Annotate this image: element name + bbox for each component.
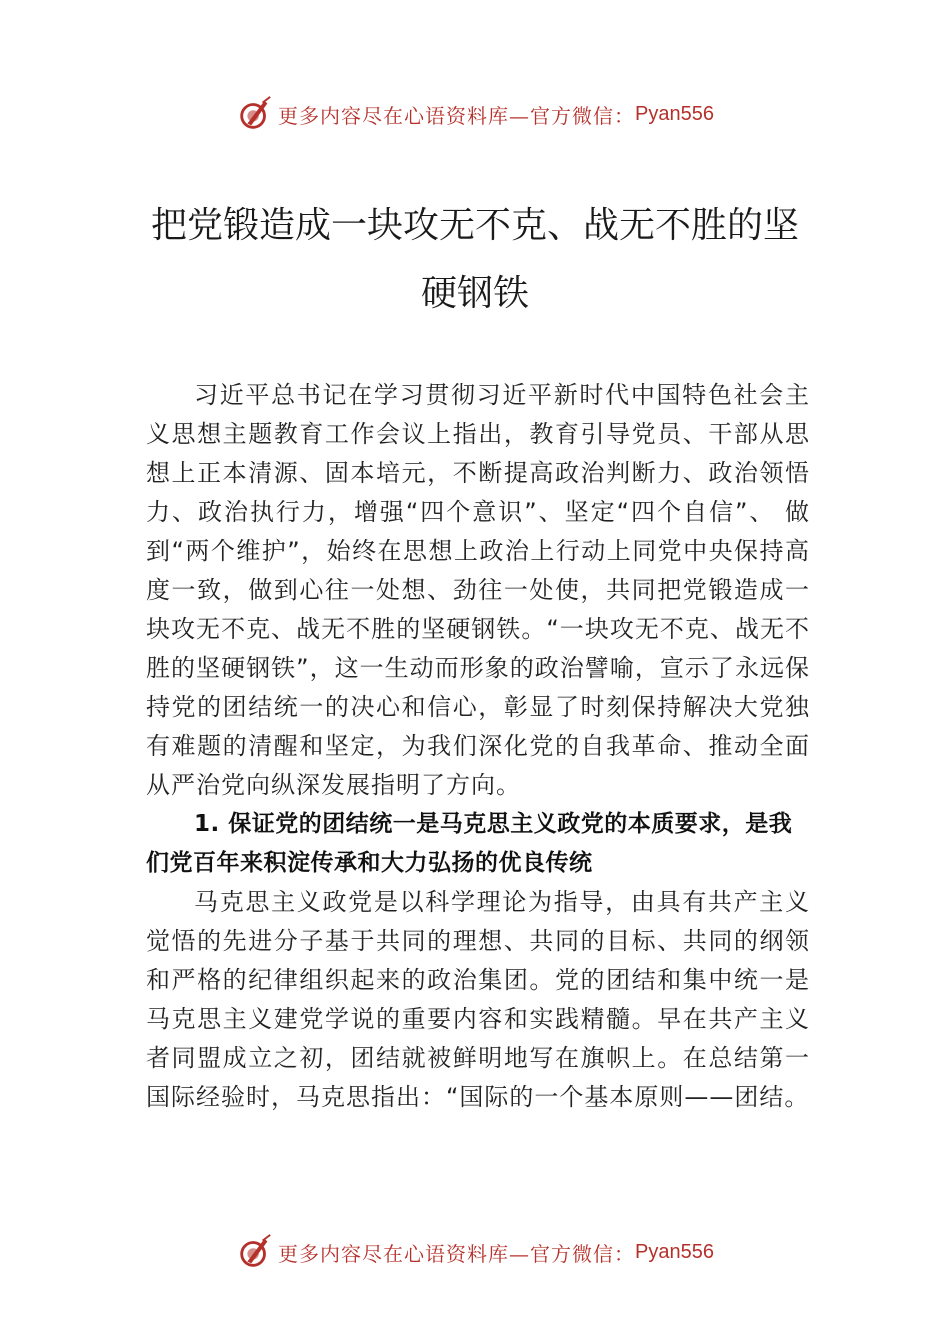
watermark-banner-bottom: [0, 1230, 950, 1274]
quill-seal-logo-icon: [236, 1233, 274, 1271]
document-title-line-2: 硬钢铁: [420, 273, 529, 314]
quill-seal-logo-icon: [236, 95, 274, 133]
document-title-line-1: 把党锻造成一块攻无不克、战无不胜的坚: [150, 205, 799, 246]
watermark-banner-top: [0, 92, 950, 136]
body-paragraph-1: 习近平总书记在学习贯彻习近平新时代中国特色社会主义思想主题教育工作会议上指出，教育引导党员、干部从思想上正本清源、固本培元，不断提高政治判断力、政治领悟力、政治执行力，增强“四个意识”、坚定“四个自信”、 做到“两个维护”，始终在思想上政治上行动上同党中央保持高度一致，做到心往一处想、劲往一处使，共同把党锻造成一块攻无不克、战无不胜的坚硬钢铁。“一块攻无不克、战无不胜的坚硬钢铁”，这一生动而形象的政治譬喻，宣示了永远保持党的团结统一的决心和信心，彰显了时刻保持解决大党独有难题的清醒和坚定，为我们深化党的自我革命、推动全面从严治党向纵深发展指明了方向。: [146, 381, 810, 799]
watermark-handle: Pyan556: [635, 102, 714, 125]
watermark-text: 更多内容尽在心语资料库—官方微信：: [278, 103, 636, 128]
document-body: [146, 376, 810, 1117]
section-heading-1: 1. 保证党的团结统一是马克思主义政党的本质要求，是我们党百年来积淀传承和大力弘扬的优良传统: [146, 811, 793, 876]
body-paragraph-2: 马克思主义政党是以科学理论为指导，由具有共产主义觉悟的先进分子基于共同的理想、共同的目标、共同的纲领和严格的纪律组织起来的政治集团。党的团结和集中统一是马克思主义建党学说的重要内容和实践精髓。早在共产主义者同盟成立之初，团结就被鲜明地写在旗帜上。在总结第一国际经验时，马克思指出：“国际的一个基本原则——团结。: [146, 888, 810, 1111]
watermark-text: 更多内容尽在心语资料库—官方微信：: [278, 1241, 636, 1266]
watermark-handle: Pyan556: [635, 1240, 714, 1263]
